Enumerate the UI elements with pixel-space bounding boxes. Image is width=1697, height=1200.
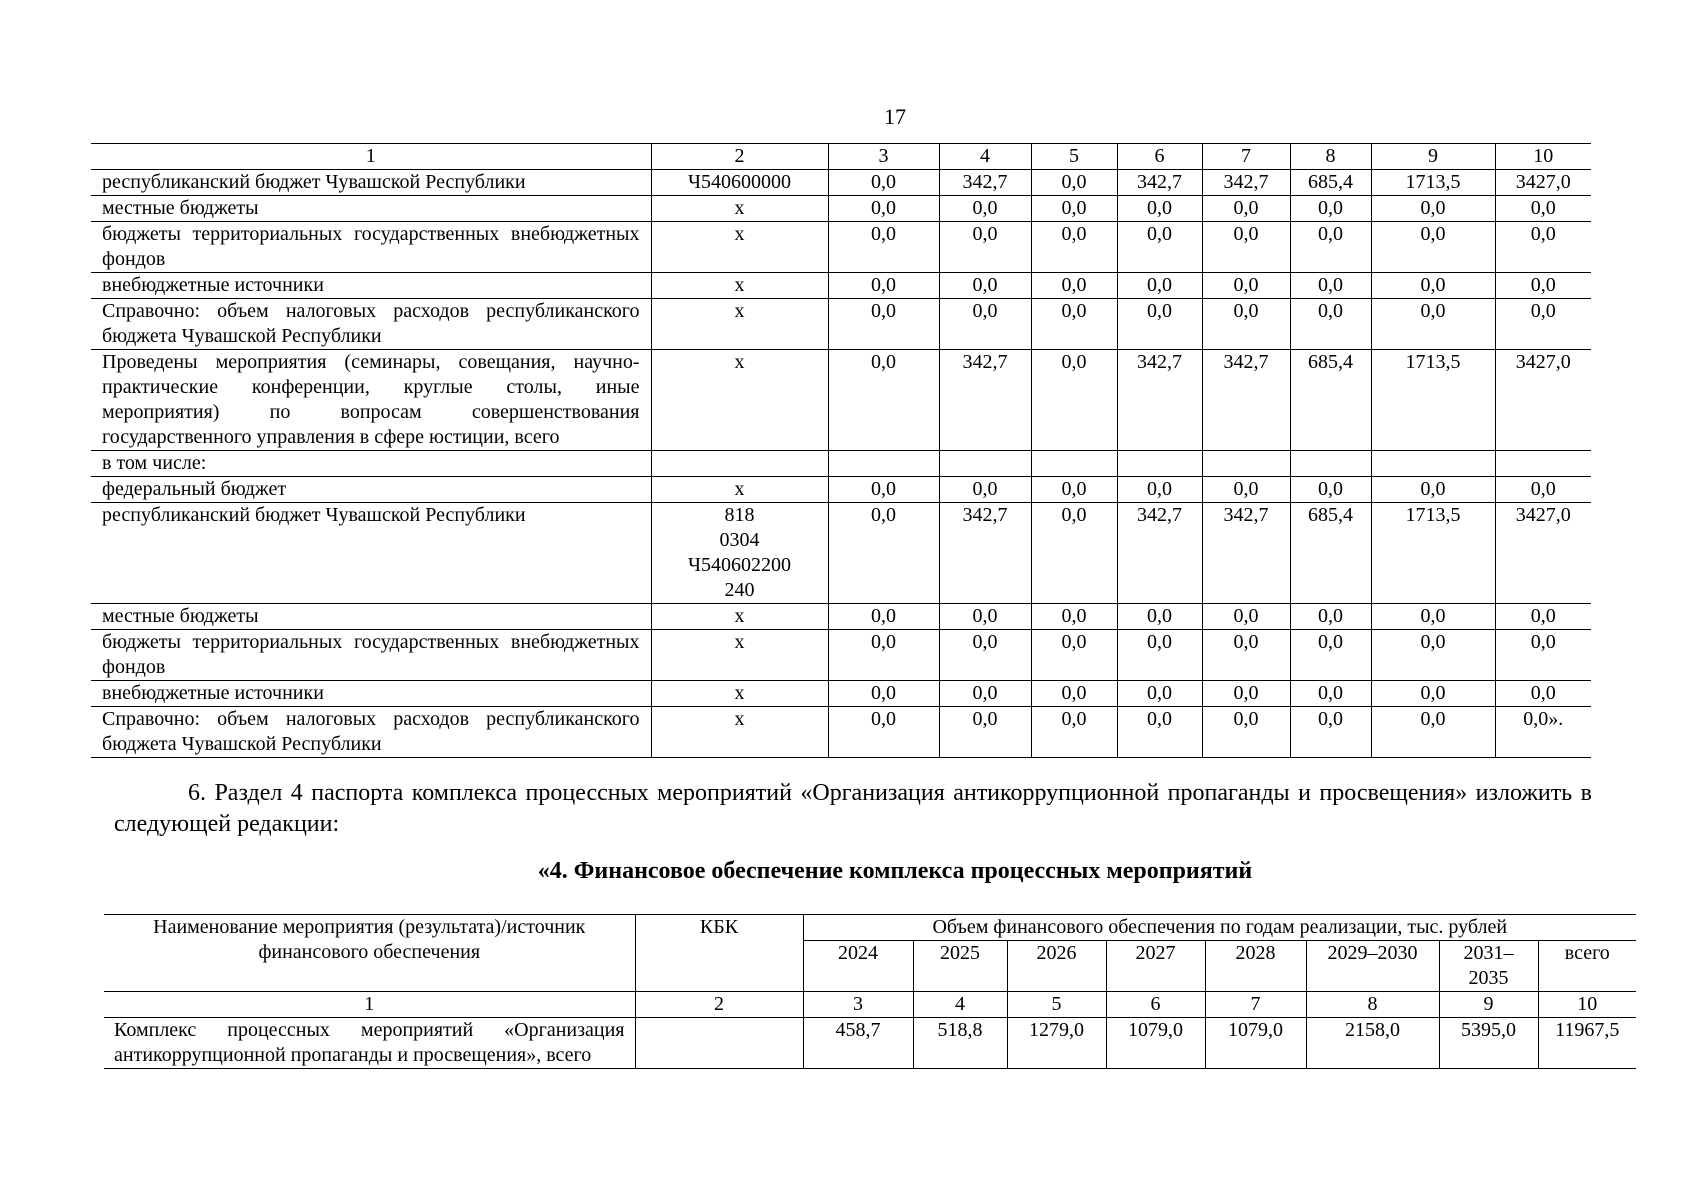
cell-col-9: 0,0 (1371, 604, 1495, 630)
cell-col-8: 0,0 (1290, 630, 1371, 681)
cell-col-10: 0,0 (1495, 196, 1591, 222)
cell-col-3: 0,0 (828, 170, 939, 196)
cell-col-4: 0,0 (939, 630, 1031, 681)
header-year: 2025 (913, 941, 1007, 992)
table-row (91, 681, 1591, 707)
cell-col-10: 3427,0 (1495, 350, 1591, 451)
table-row (91, 451, 1591, 477)
cell-col-5: 0,0 (1031, 707, 1117, 758)
cell-col-8: 2158,0 (1306, 1018, 1439, 1069)
cell-col-4: 342,7 (939, 350, 1031, 451)
cell-col-6: 1079,0 (1106, 1018, 1205, 1069)
cell-col-5 (1031, 451, 1117, 477)
section-title: «4. Финансовое обеспечение комплекса процессных мероприятий (537, 858, 1253, 884)
cell-col-5: 0,0 (1031, 196, 1117, 222)
colnum-col-4: 4 (913, 992, 1007, 1018)
cell-col-1: республиканский бюджет Чувашской Республики (91, 503, 651, 604)
cell-col-4: 0,0 (939, 196, 1031, 222)
table-row (91, 707, 1591, 758)
cell-col-4: 0,0 (939, 477, 1031, 503)
cell-col-10 (1495, 451, 1591, 477)
cell-col-1: Справочно: объем налоговых расходов республиканского бюджета Чувашской Республики (91, 299, 651, 350)
header-year: всего (1538, 941, 1636, 992)
cell-col-8: 0,0 (1290, 299, 1371, 350)
column-numbers-row (104, 992, 1636, 1018)
cell-col-7: 342,7 (1202, 503, 1290, 604)
cell-col-10: 0,0». (1495, 707, 1591, 758)
header-year: 2028 (1205, 941, 1306, 992)
cell-col-7: 0,0 (1202, 681, 1290, 707)
header-year: 2024 (803, 941, 913, 992)
cell-col-5: 0,0 (1031, 222, 1117, 273)
cell-col-3: 0,0 (828, 681, 939, 707)
cell-col-2: x (651, 222, 828, 273)
cell-col-6: 0,0 (1117, 707, 1202, 758)
financing-table (104, 914, 1636, 1069)
cell-col-7: 342,7 (1202, 350, 1290, 451)
cell-col-6: 342,7 (1117, 503, 1202, 604)
cell-col-5: 0,0 (1031, 630, 1117, 681)
cell-col-5: 0,0 (1031, 299, 1117, 350)
cell-col-6: 0,0 (1117, 681, 1202, 707)
cell-col-10: 3427,0 (1495, 503, 1591, 604)
cell-col-6: 0,0 (1117, 273, 1202, 299)
cell-col-9: 0,0 (1371, 273, 1495, 299)
table-row (91, 299, 1591, 350)
cell-col-10: 0,0 (1495, 630, 1591, 681)
cell-col-3: 0,0 (828, 350, 939, 451)
cell-col-7: 0,0 (1202, 299, 1290, 350)
colnum-col-10: 10 (1538, 992, 1636, 1018)
cell-col-1: местные бюджеты (91, 604, 651, 630)
header-col-9: 9 (1371, 144, 1495, 170)
cell-col-2: x (651, 477, 828, 503)
cell-col-8: 0,0 (1290, 477, 1371, 503)
cell-col-1: Комплекс процессных мероприятий «Организация антикоррупционной пропаганды и просвещения», всего (104, 1018, 635, 1069)
cell-col-5: 0,0 (1031, 681, 1117, 707)
cell-col-8: 0,0 (1290, 681, 1371, 707)
colnum-col-3: 3 (803, 992, 913, 1018)
cell-col-2: x (651, 299, 828, 350)
cell-col-6: 0,0 (1117, 299, 1202, 350)
cell-col-6: 342,7 (1117, 350, 1202, 451)
cell-col-7: 0,0 (1202, 604, 1290, 630)
cell-col-9: 0,0 (1371, 477, 1495, 503)
cell-col-4 (939, 451, 1031, 477)
amendment-paragraph: 6. Раздел 4 паспорта комплекса процессных мероприятий «Организация антикоррупционной пропаганды и просвещения» изложить в следующей редакции: (114, 780, 1592, 837)
header-col-8: 8 (1290, 144, 1371, 170)
cell-col-7: 342,7 (1202, 170, 1290, 196)
table-row (91, 503, 1591, 604)
cell-col-1: Проведены мероприятия (семинары, совещания, научно-практические конференции, круглые столы, иные мероприятия) по вопросам совершенствования государственного управления в сфере юстиции, всего (91, 350, 651, 451)
cell-col-5: 0,0 (1031, 503, 1117, 604)
cell-col-2 (651, 451, 828, 477)
header-kbk: КБК (635, 915, 803, 992)
cell-col-8: 685,4 (1290, 170, 1371, 196)
cell-col-10: 0,0 (1495, 273, 1591, 299)
header-year: 2031– 2035 (1439, 941, 1538, 992)
cell-col-10: 0,0 (1495, 222, 1591, 273)
table-row (91, 604, 1591, 630)
cell-col-2: x (651, 196, 828, 222)
table-row (91, 222, 1591, 273)
cell-col-3: 0,0 (828, 604, 939, 630)
table-row (91, 350, 1591, 451)
cell-col-6: 0,0 (1117, 604, 1202, 630)
cell-col-9: 0,0 (1371, 707, 1495, 758)
cell-col-9: 0,0 (1371, 681, 1495, 707)
cell-col-5: 1279,0 (1007, 1018, 1106, 1069)
cell-col-5: 0,0 (1031, 350, 1117, 451)
cell-col-10: 3427,0 (1495, 170, 1591, 196)
colnum-col-6: 6 (1106, 992, 1205, 1018)
cell-col-10: 11967,5 (1538, 1018, 1636, 1069)
cell-col-6: 0,0 (1117, 630, 1202, 681)
cell-col-2 (635, 1018, 803, 1069)
cell-col-10: 0,0 (1495, 604, 1591, 630)
cell-col-9: 0,0 (1371, 196, 1495, 222)
cell-col-5: 0,0 (1031, 170, 1117, 196)
cell-col-6: 0,0 (1117, 222, 1202, 273)
cell-col-7: 0,0 (1202, 273, 1290, 299)
cell-col-6 (1117, 451, 1202, 477)
table-row (91, 170, 1591, 196)
cell-col-4: 0,0 (939, 299, 1031, 350)
header-col-1: 1 (91, 144, 651, 170)
table-row (104, 1018, 1636, 1069)
header-col-5: 5 (1031, 144, 1117, 170)
cell-col-7: 0,0 (1202, 477, 1290, 503)
cell-col-2: Ч540600000 (651, 170, 828, 196)
colnum-col-9: 9 (1439, 992, 1538, 1018)
cell-col-5: 0,0 (1031, 604, 1117, 630)
cell-col-3: 0,0 (828, 630, 939, 681)
cell-col-2: x (651, 681, 828, 707)
cell-col-8: 685,4 (1290, 350, 1371, 451)
cell-col-6: 342,7 (1117, 170, 1202, 196)
header-col-3: 3 (828, 144, 939, 170)
header-col-2: 2 (651, 144, 828, 170)
cell-col-1: федеральный бюджет (91, 477, 651, 503)
financing-table-continued (91, 143, 1591, 758)
cell-col-3: 0,0 (828, 273, 939, 299)
cell-col-7: 0,0 (1202, 630, 1290, 681)
cell-col-9: 1713,5 (1371, 170, 1495, 196)
cell-col-8: 0,0 (1290, 222, 1371, 273)
cell-col-1: местные бюджеты (91, 196, 651, 222)
colnum-col-7: 7 (1205, 992, 1306, 1018)
colnum-col-2: 2 (635, 992, 803, 1018)
header-col-10: 10 (1495, 144, 1591, 170)
cell-col-4: 0,0 (939, 604, 1031, 630)
cell-col-9: 1713,5 (1371, 503, 1495, 604)
cell-col-10: 0,0 (1495, 681, 1591, 707)
cell-col-3: 0,0 (828, 503, 939, 604)
cell-col-3: 0,0 (828, 222, 939, 273)
table-row (91, 630, 1591, 681)
cell-col-9: 0,0 (1371, 630, 1495, 681)
cell-col-7: 0,0 (1202, 707, 1290, 758)
cell-col-2: x (651, 707, 828, 758)
cell-col-8: 0,0 (1290, 604, 1371, 630)
cell-col-8 (1290, 451, 1371, 477)
cell-col-9: 1713,5 (1371, 350, 1495, 451)
cell-col-7: 1079,0 (1205, 1018, 1306, 1069)
cell-col-7: 0,0 (1202, 222, 1290, 273)
cell-col-3: 0,0 (828, 299, 939, 350)
cell-col-3: 0,0 (828, 477, 939, 503)
cell-col-1: бюджеты территориальных государственных внебюджетных фондов (91, 222, 651, 273)
cell-col-6: 0,0 (1117, 477, 1202, 503)
cell-col-4: 0,0 (939, 681, 1031, 707)
cell-col-7: 0,0 (1202, 196, 1290, 222)
cell-col-2: x (651, 604, 828, 630)
cell-col-2: x (651, 630, 828, 681)
cell-col-3: 458,7 (803, 1018, 913, 1069)
cell-col-4: 0,0 (939, 707, 1031, 758)
table-row (91, 273, 1591, 299)
cell-col-8: 0,0 (1290, 707, 1371, 758)
cell-col-4: 342,7 (939, 503, 1031, 604)
header-col-7: 7 (1202, 144, 1290, 170)
cell-col-4: 0,0 (939, 273, 1031, 299)
cell-col-4: 0,0 (939, 222, 1031, 273)
header-year: 2027 (1106, 941, 1205, 992)
colnum-col-8: 8 (1306, 992, 1439, 1018)
header-name: Наименование мероприятия (результата)/источник финансового обеспечения (104, 915, 635, 992)
table-header-row (91, 144, 1591, 170)
cell-col-9: 5395,0 (1439, 1018, 1538, 1069)
cell-col-3: 0,0 (828, 707, 939, 758)
header-col-6: 6 (1117, 144, 1202, 170)
header-year: 2026 (1007, 941, 1106, 992)
cell-col-1: внебюджетные источники (91, 273, 651, 299)
cell-col-1: республиканский бюджет Чувашской Республики (91, 170, 651, 196)
table-row (91, 477, 1591, 503)
colnum-col-1: 1 (104, 992, 635, 1018)
cell-col-9: 0,0 (1371, 299, 1495, 350)
cell-col-2: x (651, 350, 828, 451)
colnum-col-5: 5 (1007, 992, 1106, 1018)
cell-col-9: 0,0 (1371, 222, 1495, 273)
cell-col-7 (1202, 451, 1290, 477)
cell-col-4: 342,7 (939, 170, 1031, 196)
cell-col-2: x (651, 273, 828, 299)
cell-col-1: внебюджетные источники (91, 681, 651, 707)
cell-col-9 (1371, 451, 1495, 477)
cell-col-10: 0,0 (1495, 299, 1591, 350)
table-row (91, 196, 1591, 222)
cell-col-4: 518,8 (913, 1018, 1007, 1069)
header-year: 2029–2030 (1306, 941, 1439, 992)
cell-col-1: в том числе: (91, 451, 651, 477)
cell-col-5: 0,0 (1031, 477, 1117, 503)
cell-col-8: 685,4 (1290, 503, 1371, 604)
cell-col-6: 0,0 (1117, 196, 1202, 222)
header-volume: Объем финансового обеспечения по годам реализации, тыс. рублей (803, 915, 1636, 941)
header-col-4: 4 (939, 144, 1031, 170)
cell-col-2: 818 0304 Ч540602200 240 (651, 503, 828, 604)
cell-col-5: 0,0 (1031, 273, 1117, 299)
cell-col-3 (828, 451, 939, 477)
cell-col-3: 0,0 (828, 196, 939, 222)
cell-col-8: 0,0 (1290, 273, 1371, 299)
cell-col-8: 0,0 (1290, 196, 1371, 222)
cell-col-1: Справочно: объем налоговых расходов республиканского бюджета Чувашской Республики (91, 707, 651, 758)
cell-col-10: 0,0 (1495, 477, 1591, 503)
cell-col-1: бюджеты территориальных государственных внебюджетных фондов (91, 630, 651, 681)
page-number: 17 (884, 104, 906, 129)
